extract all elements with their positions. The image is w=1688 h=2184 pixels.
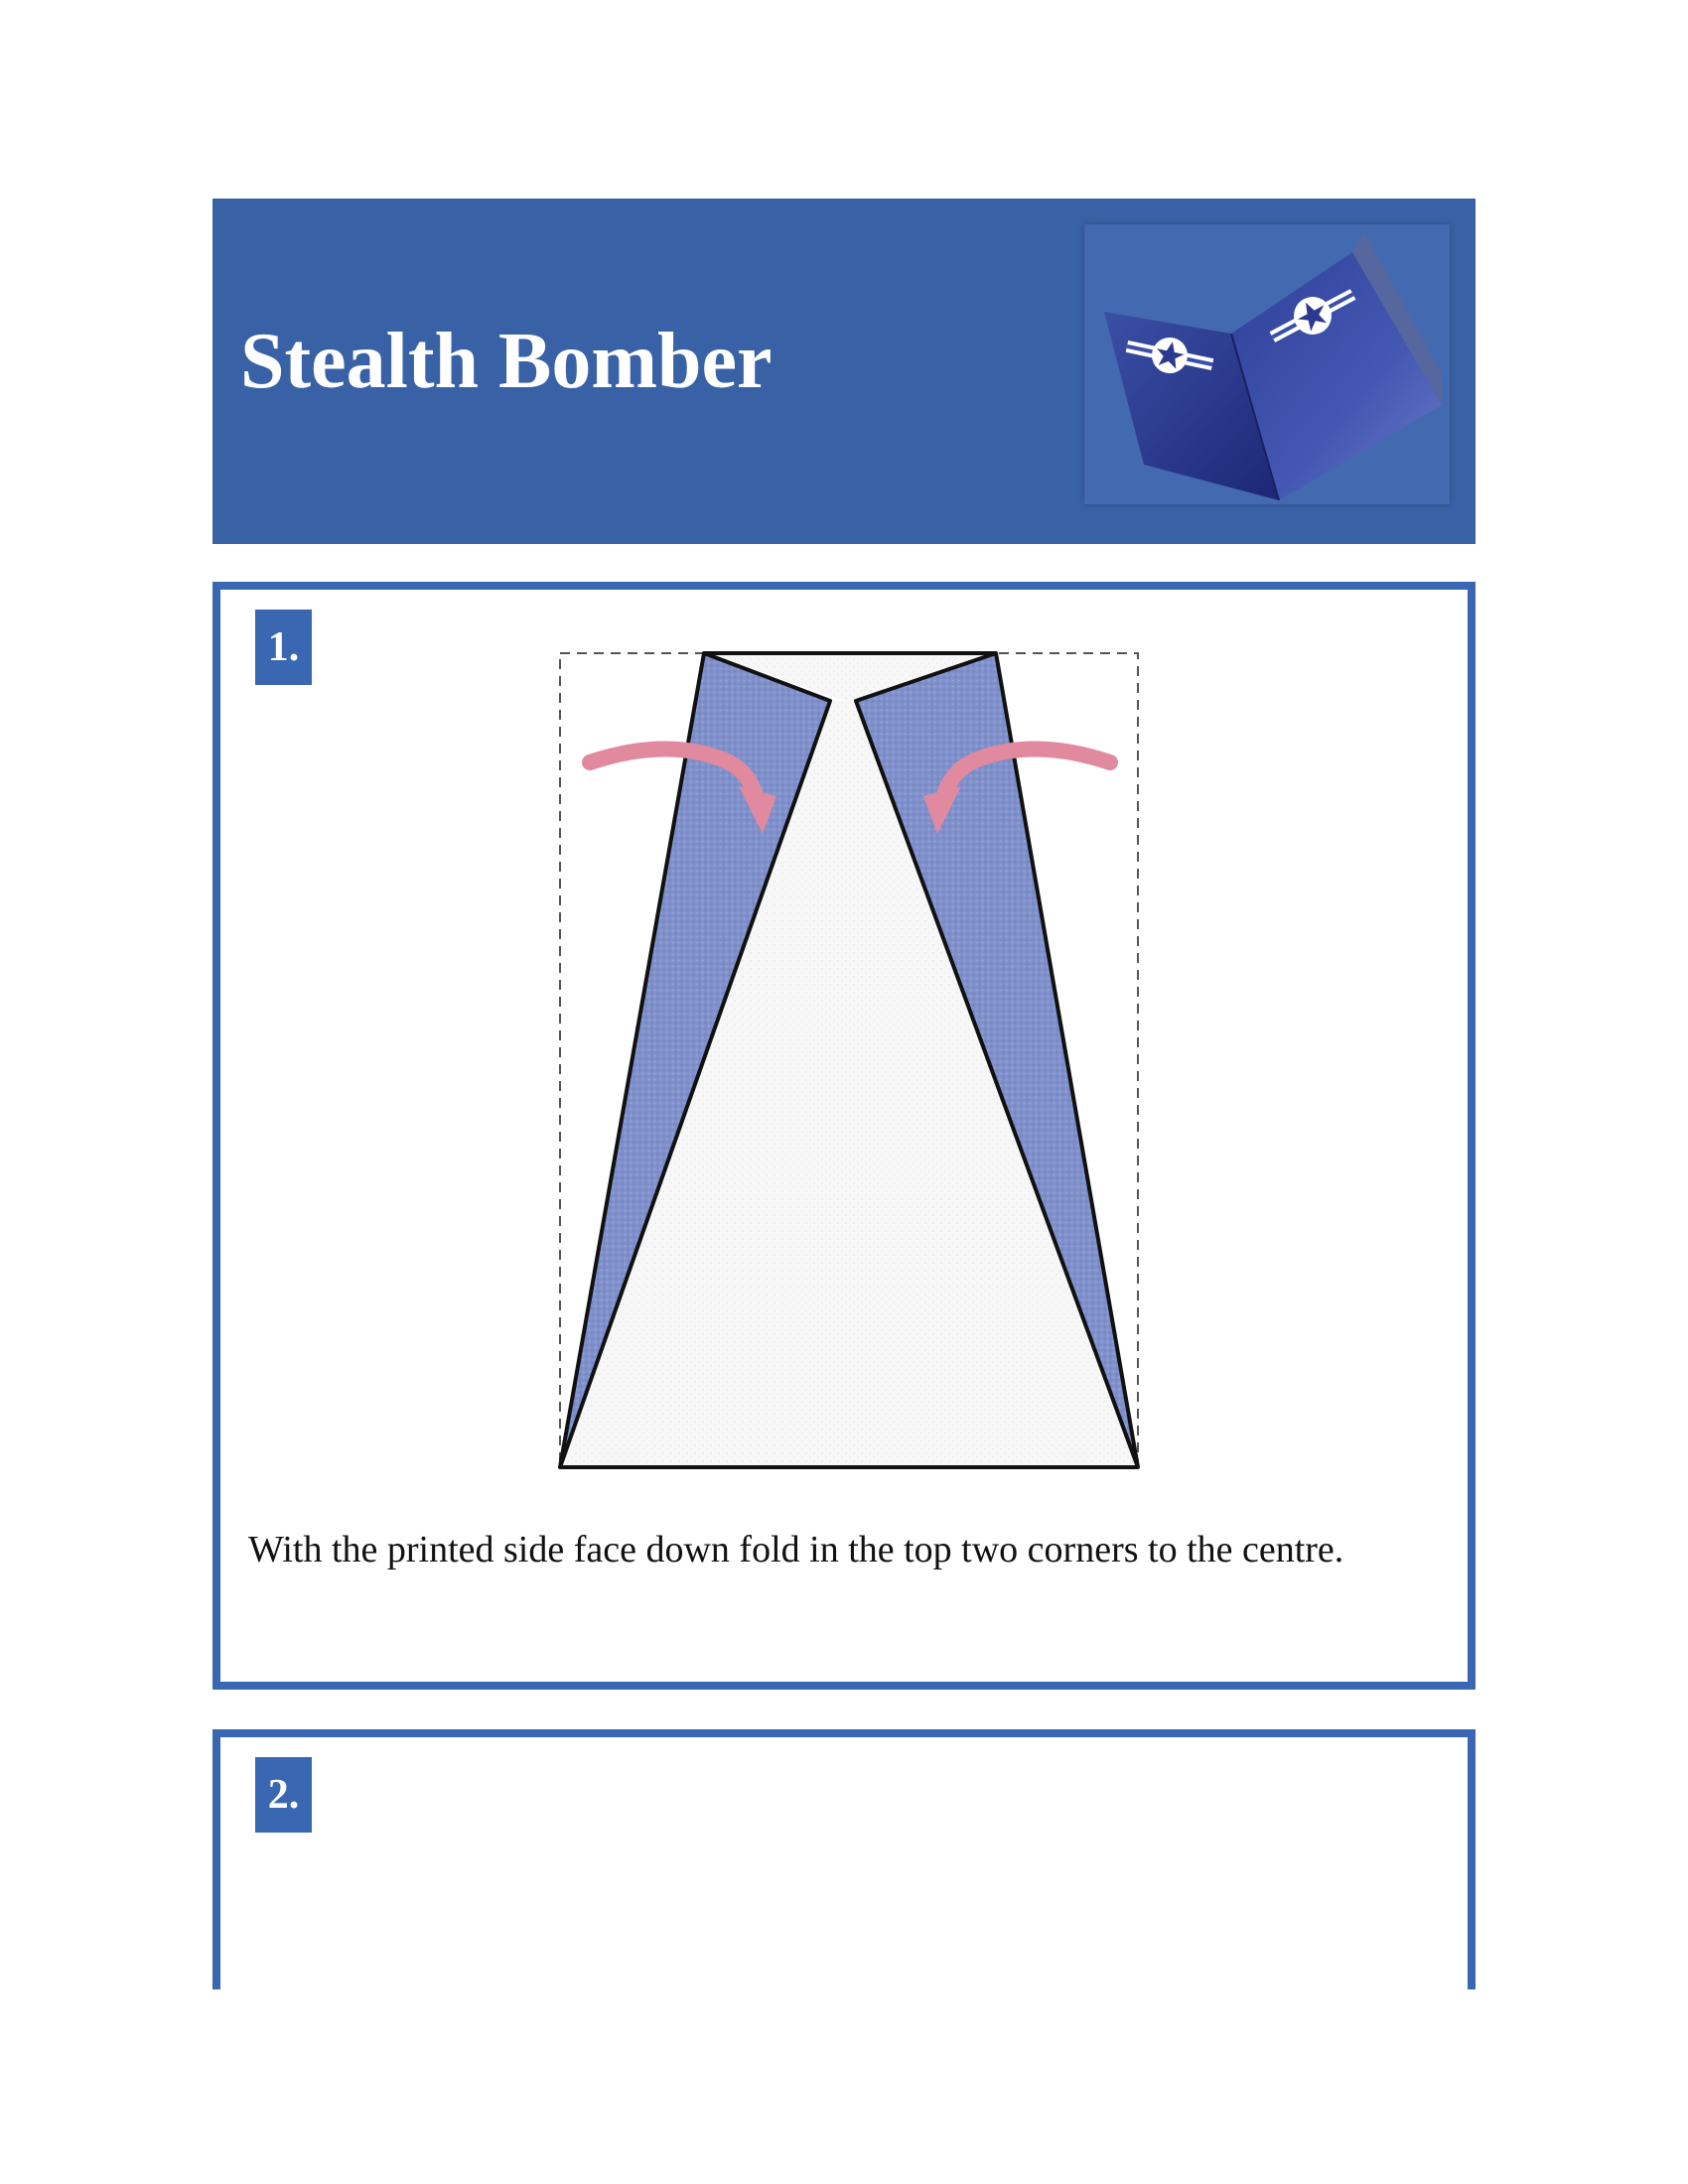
step-instruction: With the printed side face down fold in the top two corners to the centre.	[248, 1529, 1344, 1570]
fold-diagram	[558, 649, 1154, 1483]
folded-plane-icon	[1084, 224, 1450, 504]
step-number: 1.	[255, 610, 312, 685]
title-banner	[212, 199, 1476, 544]
step-1-panel	[212, 582, 1476, 1690]
page-title: Stealth Bomber	[240, 318, 773, 405]
step-number: 2.	[255, 1757, 312, 1833]
step-2-panel	[212, 1729, 1476, 1989]
